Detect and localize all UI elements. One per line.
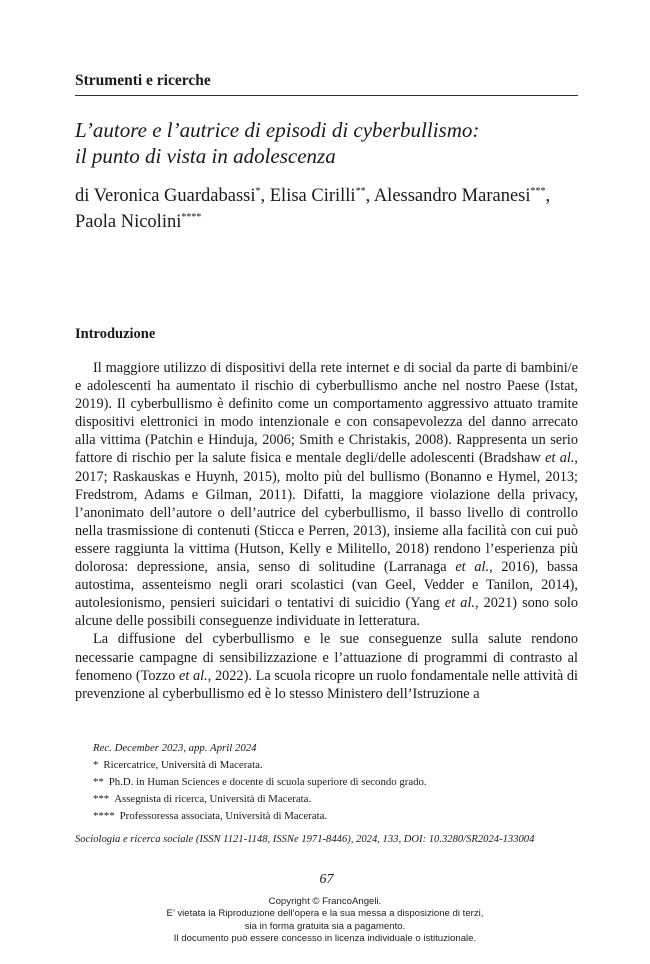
received-date: Rec. December 2023, app. April 2024 [93, 742, 257, 754]
copyright-line: Copyright © FrancoAngeli. [268, 896, 382, 907]
author-name: Paola Nicolini [75, 212, 182, 232]
author-separator: , [545, 186, 551, 206]
footnote [93, 808, 573, 825]
body-text [75, 359, 578, 703]
author-name: Alessandro Maranesi [373, 186, 531, 206]
footnotes [93, 740, 573, 825]
footnote-mark: *** [93, 793, 110, 805]
author-name: Veronica Guardabassi [93, 186, 256, 206]
author-footnote-mark[interactable]: ** [355, 186, 366, 197]
italic-run: et al. [545, 450, 575, 467]
copyright-notice [0, 896, 650, 946]
title-line-2: il punto di vista in adolescenza [75, 144, 336, 168]
author-separator: , [365, 186, 374, 206]
author-footnote-mark[interactable]: * [255, 186, 261, 197]
footnote-text: Assegnista di ricerca, Università di Macerata. [114, 793, 312, 805]
copyright-line: E’ vietata la Riproduzione dell’opera e la sua messa a disposizione di terzi, [166, 908, 484, 920]
footnote-text: Ricercatrice, Università di Macerata. [103, 759, 263, 771]
header-rule [75, 95, 578, 96]
text-run: La diffusione del cyberbullismo e le sue conseguenze sulla salute rendono necessarie campagne di sensibilizzazione e l’attuazione di programmi di contrasto al fenomeno (Tozzo [75, 631, 578, 684]
text-run: , 2021) sono solo alcune delle possibili conseguenze individuate in letteratura. [75, 595, 578, 630]
footnote [93, 757, 573, 774]
author-footnote-mark[interactable]: **** [181, 212, 202, 223]
author-footnote-mark[interactable]: *** [530, 186, 546, 197]
paragraph [75, 359, 578, 630]
article-title [75, 117, 578, 169]
footnote [93, 774, 573, 791]
author-name: Elisa Cirilli [269, 186, 356, 206]
text-run: Il maggiore utilizzo di dispositivi della rete internet e di social da parte di bambini/e e adolescenti ha aumentato il rischio di cyberbullismo anche nel nostro Paese (Istat, 2019). Il cyberbullismo è definito come un comportamento aggressivo attuato tramite dispositivi elettronici in modo intenzionale e con consapevolezza del danno arrecato alla vittima (Patchin e Hinduja, 2006; Smith e Christakis, 2008). Rappresenta un serio fattore di rischio per la salute fisica e mentale degli/delle adolescenti (Bradshaw [75, 360, 578, 467]
section-label: Strumenti e ricerche [75, 72, 211, 89]
paragraph [75, 630, 578, 702]
footnote-mark: * [93, 759, 99, 771]
footnote-mark: **** [93, 810, 115, 822]
page-number: 67 [319, 872, 334, 887]
text-run: , 2022). La scuola ricopre un ruolo fondamentale nelle attività di prevenzione al cyberbullismo ed è lo stesso Ministero dell’Istruzione a [75, 667, 578, 702]
journal-reference: Sociologia e ricerca sociale (ISSN 1121-1148, ISSNe 1971-8446), 2024, 133, DOI: 10.3280/SR2024-133004 [75, 834, 535, 845]
author-prefix: di [75, 186, 94, 206]
author-list [75, 183, 578, 235]
copyright-line: Il documento può essere concesso in licenza individuale o istituzionale. [173, 933, 477, 945]
italic-run: et al. [179, 667, 208, 684]
footnote-mark: ** [93, 776, 104, 788]
author-separator: , [260, 186, 270, 206]
footnote-text: Professoressa associata, Università di Macerata. [119, 810, 328, 822]
italic-run: et al. [455, 559, 490, 576]
text-run: , 2017; Raskauskas e Huynh, 2015), molto più del bullismo (Bonanno e Hymel, 2013; Fredstrom, Adams e Gilman, 2011). Difatti, la maggiore violazione della privacy, l’anonimato dell’autore o dell’autrice del cyberbullismo, il basso livello di controllo nella trasmissione di contenuti (Sticca e Perren, 2013), insieme alla facilità con cui può essere raggiunta la vittima (Hutson, Kelly e Militello, 2018) rendono l’esperienza più dolorosa: depressione, ansia, senso di solitudine (Larranaga [75, 450, 578, 576]
italic-run: et al. [444, 595, 475, 612]
copyright-line: sia in forma gratuita sia a pagamento. [244, 920, 406, 932]
footnote-text: Ph.D. in Human Sciences e docente di scuola superiore di secondo grado. [108, 776, 427, 788]
title-line-1: L’autore e l’autrice di episodi di cyberbullismo: [75, 118, 480, 142]
section-heading: Introduzione [75, 326, 156, 342]
footnote [93, 791, 573, 808]
text-run: , 2016), bassa autostima, assenteismo negli orari scolastici (van Geel, Vedder e Tanilon, 2014), autolesionismo, pensieri suicidari o tentativi di suicidio (Yang [75, 559, 578, 612]
